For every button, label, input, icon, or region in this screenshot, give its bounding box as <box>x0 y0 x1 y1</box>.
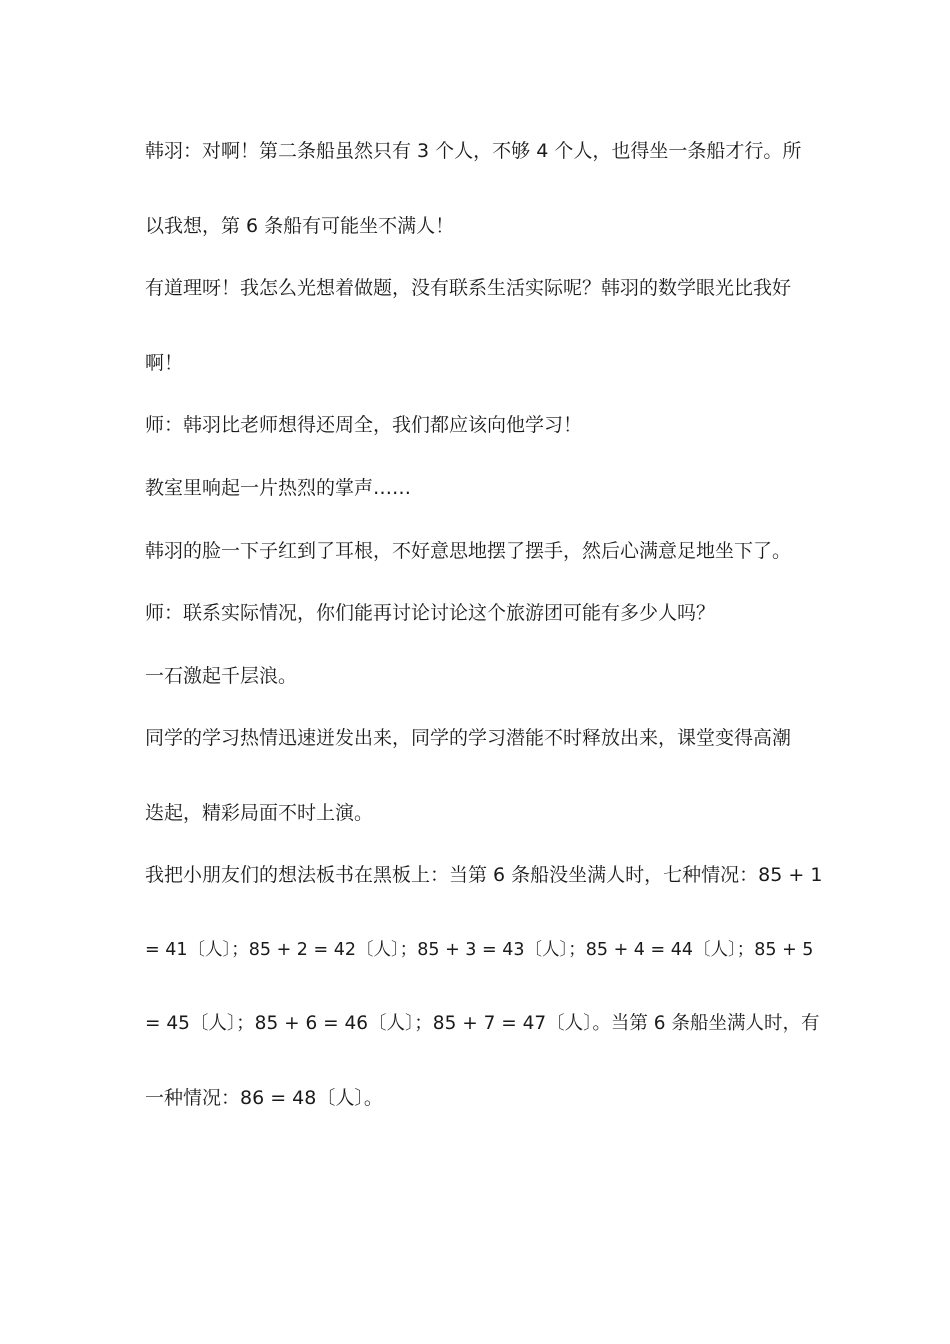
paragraph-line: 啊！ <box>145 352 184 374</box>
paragraph-line: 韩羽的脸一下子红到了耳根，不好意思地摆了摆手，然后心满意足地坐下了。 <box>145 540 792 562</box>
paragraph-line: 韩羽：对啊！第二条船虽然只有 3 个人，不够 4 个人，也得坐一条船才行。所 <box>145 140 802 162</box>
paragraph-line: 同学的学习热情迅速迸发出来，同学的学习潜能不时释放出来，课堂变得高潮 <box>145 727 792 749</box>
paragraph-line: = 41〔人〕；85 + 2 = 42〔人〕；85 + 3 = 43〔人〕；85 + 4 = 44〔人〕；85 + 5 <box>145 940 814 960</box>
paragraph-line: 一石激起千层浪。 <box>145 665 298 687</box>
paragraph-line: 有道理呀！我怎么光想着做题，没有联系生活实际呢？韩羽的数学眼光比我好 <box>145 277 792 299</box>
paragraph-line: 师：联系实际情况，你们能再讨论讨论这个旅游团可能有多少人吗？ <box>145 602 716 624</box>
paragraph-line: 我把小朋友们的想法板书在黑板上：当第 6 条船没坐满人时，七种情况：85 + 1 <box>145 864 823 886</box>
paragraph-line: 迭起，精彩局面不时上演。 <box>145 802 374 824</box>
paragraph-line: 以我想，第 6 条船有可能坐不满人！ <box>145 215 455 237</box>
paragraph-line: = 45〔人〕；85 + 6 = 46〔人〕；85 + 7 = 47〔人〕。当第 6 条船坐满人时，有 <box>145 1013 820 1034</box>
paragraph-line: 师：韩羽比老师想得还周全，我们都应该向他学习！ <box>145 414 583 436</box>
paragraph-line: 一种情况：86 = 48〔人〕。 <box>145 1087 383 1109</box>
paragraph-line: 教室里响起一片热烈的掌声…… <box>145 477 412 499</box>
